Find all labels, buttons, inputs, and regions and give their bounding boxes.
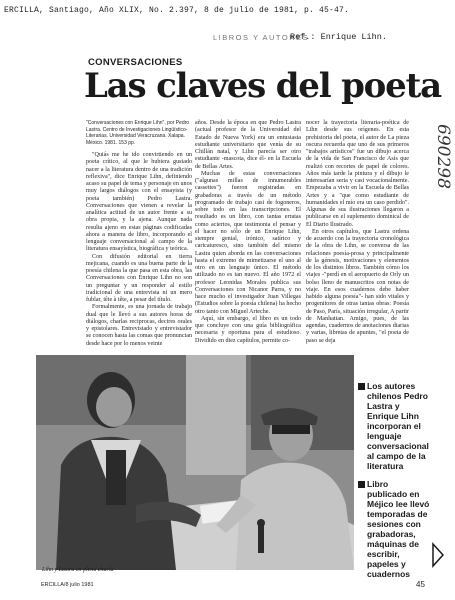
handwritten-number: [416, 120, 453, 206]
highlight-sidebar: [358, 381, 430, 579]
highlight-item: [358, 479, 430, 579]
text-column-2: [195, 120, 301, 352]
highlight-text: Los autores chilenos Pedro Lastra y Enrique Lihn incorporan el lenguaje conversacional al campo de la literatura: [367, 381, 429, 471]
paragraph: "Quiás me he ido convirtiendo en un poeta crítico, al que le hubiera gustado nacer a la literatura dentro de una tradición reflexiva", dice Enrique Lihn, definiendo acaso su papel de tema y personaje en unos muy largos diálogos con el ensayista (y poeta también) Pedro Lastra. Conversaciones que vienen a revelar la analítica actitud de un autor frente a su obra propia, y la ajena. Aunque nada resulta ajeno en estas páginas codificadas ahora a manera de libro, incorporando el lenguaje conversacional al campo de la literatura ensayística, biográfica y teórica.: [86, 152, 192, 253]
reference-line: Ref.: Enrique Lihn.: [290, 32, 387, 42]
book-reference: "Conversaciones con Enrique Lihn", por Pedro Lastra. Centro de Investigaciones Lingüístico-Literarias. Universidad Veracruzana. Xalapa. México. 1981. 153 pp.: [86, 120, 190, 146]
paragraph: Formalmente, es una jornada de trabajo dual que le llevó a sus autores horas de diálogos, charlas reciprocas, decires orales y epistolares. Entrevistado y entrevistador se conocen hasta las comas que pronuncian desde hace por lo menos veinte: [86, 304, 192, 347]
continue-arrow-icon: [432, 543, 444, 572]
footer-source: ERCILLA/8 julio 1981: [41, 582, 94, 588]
paragraph: Con difusión editorial en tierra mejicana, cuando es una buena parte de la poesía chilena la que pasa en esta obra, las Conversaciones con Enrique Lihn no son un preguntar y un responder al estilo tradicional de una entrevista ni un mero fublar, tête à tête, a pesar del título.: [86, 253, 192, 303]
paragraph: Muchas de estas conversaciones ("algunas millas de innumerables cassettes") fueron registradas en grabadoras a través de un método programado de trabajo casi de fogoneros, sobre todo en las transcripciones. El resultado es un libro, con tantas erratas como aciertos, que testimonia el pensar y el hacer no sólo de un Enrique Lihn, siempre genial, irónico, satírico y caricaturesco, sino también del mismo Lastra quien aborda en las conversaciones hasta el extremo de mimetizarse el uno al otro en un lenguaje único. El método utilizado no es tan nuevo. El año 1972 el profesor Leonidas Morales publica sus Conversaciones con Nicanor Parra, y no hace mucho el investigador Juan Villegas (Estudios sobre la poesía chilena) ha hecho otro tanto con Miguel Arteche.: [195, 170, 301, 315]
paragraph: Aquí, sin embargo, el libro es un todo que concluye con una guía bibliográfica necesaria y oportuna para el estudioso. Dividido en diez capítulos, permite co-: [195, 315, 301, 344]
text-column-3: [306, 120, 409, 352]
square-bullet-icon: [358, 481, 365, 488]
section-label: LIBROS Y AUTORES: [213, 33, 310, 42]
page-number: 45: [416, 580, 425, 589]
handwritten-number-text: 690298: [433, 124, 453, 189]
square-bullet-icon: [358, 383, 365, 390]
article-photo: [36, 355, 354, 570]
citation-header: ERCILLA, Santiago, Año XLIX, No. 2.397, 8 de julio de 1981, p. 45-47.: [4, 6, 350, 15]
article-kicker: CONVERSACIONES: [88, 57, 183, 68]
highlight-item: [358, 381, 430, 471]
paragraph: años. Desde la época en que Pedro Lastra (actual profesor de la Universidad del Estado de Nueva York) era un entusiasta estudiante universitario que venía de su Chillán natal, y Lihn parecía ser otro estudiante -mascota, dice él- en la Escuela de Bellas Artes.: [195, 120, 301, 170]
photo-caption: Lihn y Lastra en plena charla: [42, 567, 114, 573]
article-headline: Las claves del poeta: [84, 66, 441, 106]
highlight-text: Libro publicado en Méjico lee llevó temporadas de sesiones con grabadoras, máquinas de escribir, papeles y cuadernos: [367, 479, 430, 579]
paragraph: En otros capítulos, que Lastra ordena de acuerdo con la trayectoria cronológica de la obra de Lihn, se conversa de las relaciones poesía-prosa y principalmente de la génesis, motivaciones y elementos de los distintos libros. También cómo los viajes -"perdí en el aeropuerto de Orly un bolso lleno de manuscritos con notas de viaje. En esos cuadernos debe haber habido alguna poesía"- han sido vitales y progenitores de otras tantas obras: Poesía de Paso, París, situación irregular, A partir de Manhattan. Amigo, pues, de las agendas, cuadernos de anotaciones diarias y varias, libretas de apuntes, "el poeta de paso se deja: [306, 228, 409, 344]
text-column-1: [86, 120, 192, 386]
paragraph: nocer la trayectoria literaria-poética de Lihn desde sus orígenes. En esta prehistoria del poeta, el autor de La pieza oscura recuerda que uno de sus primeros "trabajos artísticos" fue un dibujo acerca de la vida de San Francisco de Asís que realizó con recortes de papel de colores. Años más tarde la pintura y el dibujo le interesarían seria y casi vocacionalmente. Empezaba a vivir en la Escuela de Bellas Artes y a "que como estudiante de humanidades el mío era un caso perdido". Algunas de sus ilustraciones llegaron a publicarse en el suplemento dominical de El Diario Ilustrado.: [306, 120, 409, 228]
